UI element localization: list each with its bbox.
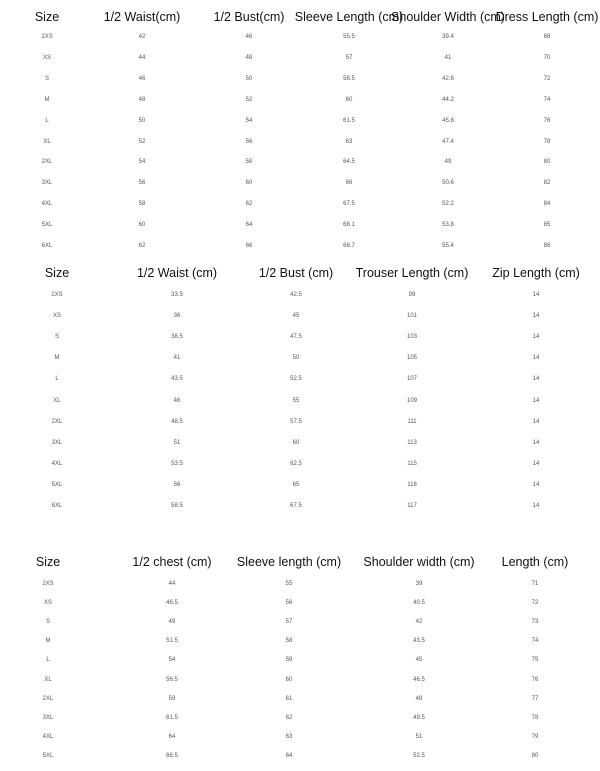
- table-row: [0, 708, 600, 728]
- measurement-cell: 80: [531, 752, 539, 759]
- table-row: [0, 306, 600, 326]
- measurement-cell: 74: [531, 638, 539, 645]
- column-header: 1/2 chest (cm): [132, 555, 212, 569]
- measurement-cell: 54: [245, 117, 253, 124]
- size-cell: 3XL: [51, 439, 63, 446]
- measurement-cell: 99: [408, 292, 416, 298]
- measurement-cell: 50: [245, 75, 253, 82]
- table-row: [0, 132, 600, 152]
- size-cell: 2XS: [41, 34, 53, 40]
- measurement-cell: 57: [285, 619, 293, 626]
- measurement-cell: 72: [543, 75, 551, 82]
- measurement-cell: 68: [543, 34, 551, 40]
- measurement-cell: 62: [285, 714, 293, 721]
- measurement-cell: 71: [531, 581, 539, 587]
- measurement-cell: 56: [173, 481, 181, 488]
- measurement-cell: 14: [532, 481, 540, 488]
- measurement-cell: 60: [285, 676, 293, 683]
- measurement-cell: 46: [138, 75, 146, 82]
- table-row: [0, 285, 600, 305]
- measurement-cell: 61.5: [166, 714, 178, 721]
- column-header: Sleeve Length (cm): [294, 10, 404, 24]
- measurement-cell: 55.4: [442, 243, 454, 249]
- table-header: [0, 261, 600, 285]
- measurement-cell: 74: [543, 96, 551, 103]
- column-header: 1/2 Bust(cm): [213, 10, 285, 24]
- measurement-cell: 64.5: [343, 159, 355, 166]
- measurement-cell: 53.8: [442, 222, 454, 229]
- table-row: [0, 69, 600, 89]
- measurement-cell: 48.5: [171, 418, 183, 425]
- measurement-cell: 67.5: [343, 201, 355, 208]
- table-row: [0, 454, 600, 474]
- measurement-cell: 44.2: [442, 96, 454, 103]
- table-row: [0, 236, 600, 256]
- measurement-cell: 76: [531, 676, 539, 683]
- column-header: Zip Length (cm): [492, 266, 580, 280]
- table-row: [0, 689, 600, 709]
- measurement-cell: 49: [444, 159, 452, 166]
- table-row: [0, 496, 600, 516]
- measurement-cell: 52.2: [442, 201, 454, 208]
- measurement-cell: 39.4: [442, 34, 454, 40]
- measurement-cell: 60: [292, 439, 300, 446]
- size-cell: M: [44, 96, 50, 103]
- measurement-cell: 117: [407, 503, 417, 509]
- table-row: [0, 631, 600, 651]
- measurement-cell: 42.6: [442, 75, 454, 82]
- table-row: [0, 27, 600, 47]
- measurement-cell: 48: [415, 695, 423, 702]
- measurement-cell: 62: [138, 243, 146, 249]
- measurement-cell: 45: [415, 657, 423, 664]
- measurement-cell: 14: [532, 313, 540, 320]
- measurement-cell: 14: [532, 503, 540, 509]
- measurement-cell: 14: [532, 334, 540, 341]
- measurement-cell: 58.5: [171, 503, 183, 509]
- measurement-cell: 54: [168, 657, 176, 664]
- column-header: Sleeve length (cm): [236, 555, 342, 569]
- table-row: [0, 650, 600, 670]
- measurement-cell: 44: [168, 581, 176, 587]
- column-header: 1/2 Waist (cm): [136, 266, 218, 280]
- measurement-cell: 115: [407, 460, 417, 467]
- measurement-cell: 50: [138, 117, 146, 124]
- measurement-cell: 46.5: [413, 676, 425, 683]
- size-cell: 6XL: [41, 243, 53, 249]
- measurement-cell: 105: [406, 355, 418, 362]
- measurement-cell: 101: [406, 313, 418, 320]
- measurement-cell: 58: [245, 159, 253, 166]
- measurement-cell: 67.5: [290, 503, 302, 509]
- table-header: [0, 5, 600, 29]
- measurement-cell: 52: [245, 96, 253, 103]
- measurement-cell: 58: [138, 201, 146, 208]
- size-cell: XL: [53, 397, 61, 404]
- size-cell: 2XS: [42, 581, 54, 587]
- table-row: [0, 593, 600, 613]
- size-cell: 5XL: [51, 481, 63, 488]
- table-row: [0, 475, 600, 495]
- table-row: [0, 90, 600, 110]
- size-cell: 2XS: [51, 292, 63, 298]
- measurement-cell: 49.5: [413, 714, 425, 721]
- measurement-cell: 64: [168, 733, 176, 740]
- measurement-cell: 55: [292, 397, 300, 404]
- measurement-cell: 109: [406, 397, 418, 404]
- measurement-cell: 63: [345, 138, 353, 145]
- measurement-cell: 42: [138, 34, 146, 40]
- measurement-cell: 14: [532, 355, 540, 362]
- table-row: [0, 746, 600, 766]
- measurement-cell: 107: [406, 376, 418, 383]
- column-header: 1/2 Waist(cm): [103, 10, 181, 24]
- measurement-cell: 60: [245, 180, 253, 187]
- column-header: Size: [44, 266, 70, 280]
- size-cell: 3XL: [42, 714, 54, 721]
- measurement-cell: 85: [543, 222, 551, 229]
- measurement-cell: 72: [531, 600, 539, 607]
- measurement-cell: 56.5: [166, 676, 178, 683]
- measurement-cell: 66: [345, 180, 353, 187]
- table-row: [0, 369, 600, 389]
- size-cell: XS: [52, 313, 62, 320]
- measurement-cell: 54: [138, 159, 146, 166]
- measurement-cell: 61.5: [343, 117, 355, 124]
- measurement-cell: 70: [543, 54, 551, 61]
- size-cell: L: [55, 376, 59, 383]
- measurement-cell: 56: [285, 600, 293, 607]
- measurement-cell: 77: [531, 695, 539, 702]
- size-cell: M: [45, 638, 51, 645]
- table-row: [0, 111, 600, 131]
- measurement-cell: 46.5: [166, 600, 178, 607]
- measurement-cell: 33.5: [171, 292, 183, 298]
- measurement-cell: 42: [415, 619, 423, 626]
- measurement-cell: 57: [345, 54, 353, 61]
- measurement-cell: 36: [173, 313, 181, 320]
- measurement-cell: 66: [245, 243, 253, 249]
- measurement-cell: 63: [285, 733, 293, 740]
- table-row: [0, 194, 600, 214]
- table-row: [0, 433, 600, 453]
- measurement-cell: 14: [532, 439, 540, 446]
- measurement-cell: 78: [531, 714, 539, 721]
- measurement-cell: 52: [138, 138, 146, 145]
- size-cell: 3XL: [41, 180, 53, 187]
- measurement-cell: 43.5: [171, 376, 183, 383]
- measurement-cell: 52.5: [413, 752, 425, 759]
- measurement-cell: 41: [173, 355, 181, 362]
- size-cell: L: [46, 657, 50, 664]
- column-header: Dress Length (cm): [495, 10, 599, 24]
- table-row: [0, 612, 600, 632]
- measurement-cell: 56: [138, 180, 146, 187]
- measurement-cell: 111: [407, 418, 417, 425]
- size-cell: 4XL: [41, 201, 53, 208]
- measurement-cell: 42.5: [290, 292, 302, 298]
- measurement-cell: 45: [292, 313, 300, 320]
- measurement-cell: 44: [138, 54, 146, 61]
- measurement-cell: 84: [543, 201, 551, 208]
- measurement-cell: 47.5: [290, 334, 302, 341]
- measurement-cell: 116: [407, 481, 417, 488]
- measurement-cell: 46: [173, 397, 181, 404]
- table-row: [0, 412, 600, 432]
- size-cell: 2XL: [51, 418, 63, 425]
- measurement-cell: 51: [415, 733, 423, 740]
- measurement-cell: 73: [531, 619, 539, 626]
- size-cell: XL: [43, 138, 51, 145]
- size-cell: 4XL: [51, 460, 63, 467]
- size-cell: S: [54, 334, 60, 341]
- measurement-cell: 64: [285, 752, 293, 759]
- measurement-cell: 55.5: [343, 34, 355, 40]
- measurement-cell: 51: [173, 439, 181, 446]
- measurement-cell: 65: [292, 481, 300, 488]
- measurement-cell: 14: [532, 397, 540, 404]
- measurement-cell: 59: [168, 695, 176, 702]
- measurement-cell: 66.5: [166, 752, 178, 759]
- measurement-cell: 58.5: [343, 75, 355, 82]
- measurement-cell: 56: [245, 138, 253, 145]
- measurement-cell: 75: [531, 657, 539, 664]
- measurement-cell: 51.5: [166, 638, 178, 645]
- table-row: [0, 574, 600, 594]
- size-cell: 5XL: [41, 222, 53, 229]
- size-cell: 4XL: [42, 733, 54, 740]
- size-cell: 2XL: [42, 695, 54, 702]
- measurement-cell: 62.5: [290, 460, 302, 467]
- size-cell: XL: [44, 676, 52, 683]
- measurement-cell: 57.5: [290, 418, 302, 425]
- size-cell: XS: [43, 600, 53, 607]
- measurement-cell: 48: [138, 96, 146, 103]
- measurement-cell: 80: [543, 159, 551, 166]
- measurement-cell: 79: [531, 733, 539, 740]
- measurement-cell: 113: [407, 439, 417, 446]
- measurement-cell: 14: [532, 292, 540, 298]
- table-row: [0, 727, 600, 747]
- measurement-cell: 62: [245, 201, 253, 208]
- measurement-cell: 60: [138, 222, 146, 229]
- size-cell: XS: [42, 54, 52, 61]
- measurement-cell: 50: [292, 355, 300, 362]
- table-row: [0, 348, 600, 368]
- measurement-cell: 38.5: [171, 334, 183, 341]
- column-header: Length (cm): [501, 555, 569, 569]
- measurement-cell: 14: [532, 418, 540, 425]
- table-header: [0, 550, 600, 574]
- table-row: [0, 327, 600, 347]
- column-header: 1/2 Bust (cm): [258, 266, 334, 280]
- measurement-cell: 58: [285, 638, 293, 645]
- measurement-cell: 55: [285, 581, 293, 587]
- column-header: Shoulder width (cm): [363, 555, 475, 569]
- table-row: [0, 391, 600, 411]
- measurement-cell: 53.5: [171, 460, 183, 467]
- column-header: Shoulder Width (cm): [391, 10, 505, 24]
- measurement-cell: 82: [543, 180, 551, 187]
- size-cell: M: [54, 355, 60, 362]
- measurement-cell: 59: [285, 657, 293, 664]
- measurement-cell: 48: [245, 54, 253, 61]
- measurement-cell: 14: [532, 376, 540, 383]
- measurement-cell: 46: [245, 34, 253, 40]
- size-cell: S: [45, 619, 51, 626]
- size-cell: 2XL: [41, 159, 53, 166]
- measurement-cell: 68.7: [343, 243, 355, 249]
- size-cell: 6XL: [51, 503, 63, 509]
- size-cell: S: [44, 75, 50, 82]
- column-header: Trouser Length (cm): [355, 266, 469, 280]
- measurement-cell: 49: [168, 619, 176, 626]
- measurement-cell: 61: [285, 695, 293, 702]
- table-row: [0, 173, 600, 193]
- measurement-cell: 60: [345, 96, 353, 103]
- measurement-cell: 45.8: [442, 117, 454, 124]
- measurement-cell: 52.5: [290, 376, 302, 383]
- size-cell: L: [45, 117, 49, 124]
- measurement-cell: 39: [415, 581, 423, 587]
- column-header: Size: [35, 555, 61, 569]
- table-row: [0, 152, 600, 172]
- size-cell: 5XL: [42, 752, 54, 759]
- measurement-cell: 43.5: [413, 638, 425, 645]
- table-row: [0, 48, 600, 68]
- measurement-cell: 78: [543, 138, 551, 145]
- table-row: [0, 670, 600, 690]
- measurement-cell: 41: [444, 54, 452, 61]
- measurement-cell: 40.5: [413, 600, 425, 607]
- measurement-cell: 64: [245, 222, 253, 229]
- column-header: Size: [34, 10, 60, 24]
- measurement-cell: 14: [532, 460, 540, 467]
- measurement-cell: 103: [406, 334, 418, 341]
- measurement-cell: 47.4: [442, 138, 454, 145]
- measurement-cell: 86: [543, 243, 551, 249]
- table-row: [0, 215, 600, 235]
- measurement-cell: 50.6: [442, 180, 454, 187]
- measurement-cell: 68.1: [343, 222, 355, 229]
- measurement-cell: 76: [543, 117, 551, 124]
